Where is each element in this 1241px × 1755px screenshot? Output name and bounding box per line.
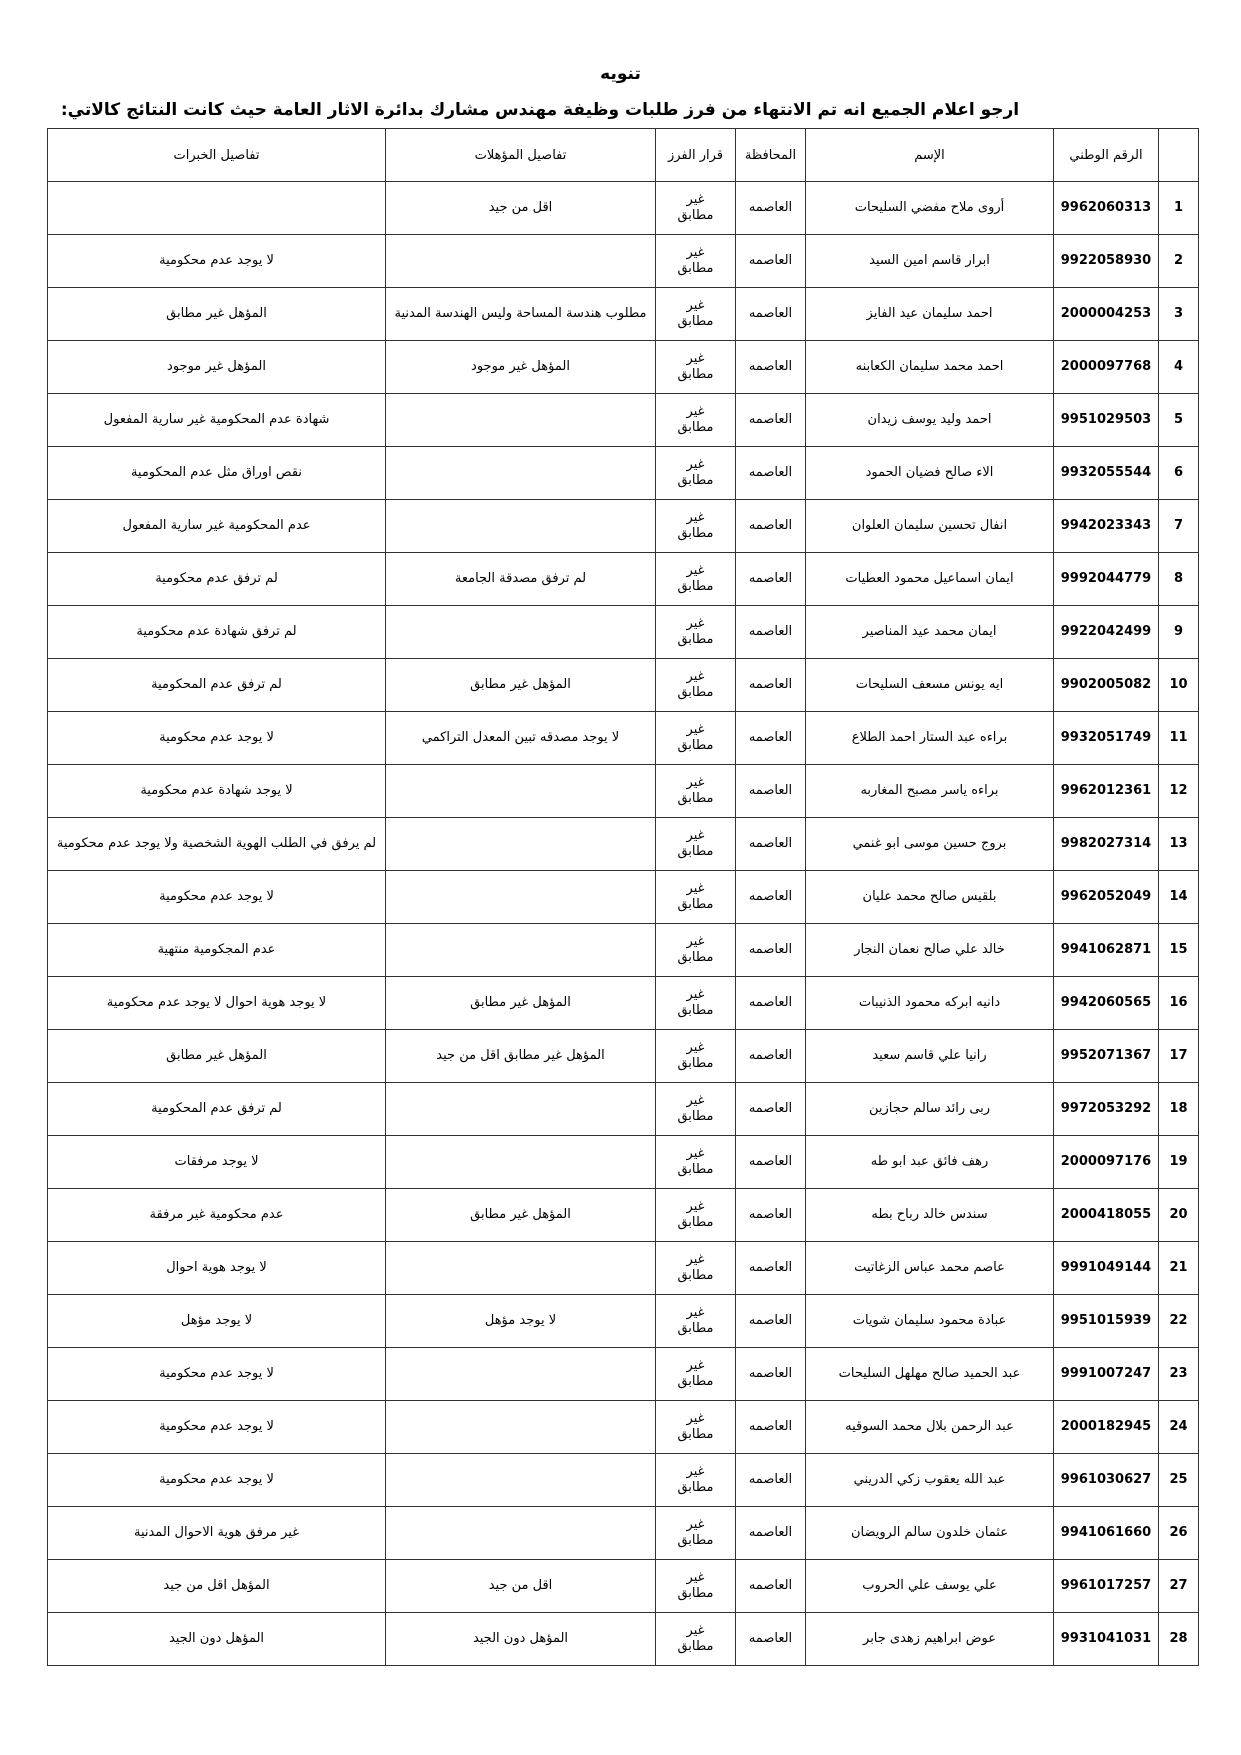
decision-cell [656, 553, 736, 606]
table-row [48, 1348, 1199, 1401]
name-cell: عبد الله يعقوب زكي الدريني [806, 1454, 1054, 1507]
decision-text: غير مطابق [677, 1570, 714, 1601]
decision-cell [656, 1348, 736, 1401]
qualifications-cell: لا يوجد مصدقه تبين المعدل التراكمي [386, 712, 656, 765]
table-row [48, 500, 1199, 553]
experience-cell: لم ترفق شهادة عدم محكومية [48, 606, 386, 659]
row-index: 26 [1159, 1507, 1199, 1560]
national-id-cell: 9961030627 [1054, 1454, 1159, 1507]
row-index: 21 [1159, 1242, 1199, 1295]
row-index: 25 [1159, 1454, 1199, 1507]
table-row [48, 553, 1199, 606]
table-row [48, 341, 1199, 394]
name-cell: عوض ابراهيم زهدى جابر [806, 1613, 1054, 1666]
name-cell: رهف فائق عبد ابو طه [806, 1136, 1054, 1189]
decision-text: غير مطابق [677, 1199, 714, 1230]
decision-cell [656, 182, 736, 235]
row-index: 9 [1159, 606, 1199, 659]
decision-cell [656, 1189, 736, 1242]
qualifications-cell [386, 235, 656, 288]
governorate-cell: العاصمه [736, 553, 806, 606]
decision-text: غير مطابق [677, 616, 714, 647]
qualifications-cell: لم ترفق مصدقة الجامعة [386, 553, 656, 606]
qualifications-cell: مطلوب هندسة المساحة وليس الهندسة المدنية [386, 288, 656, 341]
table-body [48, 182, 1199, 1666]
table-row [48, 394, 1199, 447]
decision-cell [656, 288, 736, 341]
decision-text: غير مطابق [677, 1464, 714, 1495]
decision-text: غير مطابق [677, 1623, 714, 1654]
row-index: 5 [1159, 394, 1199, 447]
header-qualifications: تفاصيل المؤهلات [386, 129, 656, 182]
decision-text: غير مطابق [677, 245, 714, 276]
page-title: تنويه [600, 64, 641, 84]
header-name: الإسم [806, 129, 1054, 182]
governorate-cell: العاصمه [736, 871, 806, 924]
decision-cell [656, 712, 736, 765]
qualifications-cell [386, 1348, 656, 1401]
table-row [48, 182, 1199, 235]
name-cell: دانيه ابركه محمود الذنيبات [806, 977, 1054, 1030]
national-id-cell: 9902005082 [1054, 659, 1159, 712]
row-index: 16 [1159, 977, 1199, 1030]
governorate-cell: العاصمه [736, 1613, 806, 1666]
table-row [48, 659, 1199, 712]
name-cell: عاصم محمد عباس الزغاتيت [806, 1242, 1054, 1295]
national-id-cell: 9951029503 [1054, 394, 1159, 447]
table-row [48, 1136, 1199, 1189]
decision-cell [656, 341, 736, 394]
governorate-cell: العاصمه [736, 1189, 806, 1242]
qualifications-cell: المؤهل دون الجيد [386, 1613, 656, 1666]
header-experience: تفاصيل الخبرات [48, 129, 386, 182]
governorate-cell: العاصمه [736, 1295, 806, 1348]
experience-cell: لا يوجد عدم محكومية [48, 712, 386, 765]
national-id-cell: 2000004253 [1054, 288, 1159, 341]
decision-cell [656, 1295, 736, 1348]
row-index: 15 [1159, 924, 1199, 977]
table-row [48, 977, 1199, 1030]
decision-cell [656, 1401, 736, 1454]
qualifications-cell [386, 1083, 656, 1136]
national-id-cell: 9932055544 [1054, 447, 1159, 500]
governorate-cell: العاصمه [736, 1030, 806, 1083]
row-index: 24 [1159, 1401, 1199, 1454]
results-table [47, 128, 1199, 1666]
name-cell: سندس خالد رباح بطه [806, 1189, 1054, 1242]
decision-cell [656, 1560, 736, 1613]
row-index: 27 [1159, 1560, 1199, 1613]
qualifications-cell: المؤهل غير مطابق [386, 1189, 656, 1242]
name-cell: براءه ياسر مصبح المغاربه [806, 765, 1054, 818]
row-index: 1 [1159, 182, 1199, 235]
qualifications-cell: المؤهل غير مطابق [386, 659, 656, 712]
national-id-cell: 2000418055 [1054, 1189, 1159, 1242]
decision-cell [656, 1242, 736, 1295]
national-id-cell: 9942060565 [1054, 977, 1159, 1030]
national-id-cell: 2000097768 [1054, 341, 1159, 394]
table-row [48, 235, 1199, 288]
name-cell: براءه عبد الستار احمد الطلاع [806, 712, 1054, 765]
experience-cell: غير مرفق هوية الاحوال المدنية [48, 1507, 386, 1560]
governorate-cell: العاصمه [736, 1401, 806, 1454]
table-header-row [48, 129, 1199, 182]
governorate-cell: العاصمه [736, 288, 806, 341]
national-id-cell: 9941061660 [1054, 1507, 1159, 1560]
table-row [48, 1507, 1199, 1560]
national-id-cell: 9962012361 [1054, 765, 1159, 818]
governorate-cell: العاصمه [736, 818, 806, 871]
qualifications-cell: المؤهل غير مطابق اقل من جيد [386, 1030, 656, 1083]
experience-cell: لا يوجد عدم محكومية [48, 235, 386, 288]
experience-cell: لا يوجد شهادة عدم محكومية [48, 765, 386, 818]
decision-text: غير مطابق [677, 669, 714, 700]
table-row [48, 712, 1199, 765]
national-id-cell: 9961017257 [1054, 1560, 1159, 1613]
name-cell: انفال تحسين سليمان العلوان [806, 500, 1054, 553]
national-id-cell: 9932051749 [1054, 712, 1159, 765]
decision-cell [656, 765, 736, 818]
table-row [48, 288, 1199, 341]
name-cell: احمد سليمان عيد الفايز [806, 288, 1054, 341]
decision-text: غير مطابق [677, 987, 714, 1018]
experience-cell: لم يرفق في الطلب الهوية الشخصية ولا يوجد عدم محكومية [48, 818, 386, 871]
name-cell: عبادة محمود سليمان شويات [806, 1295, 1054, 1348]
governorate-cell: العاصمه [736, 1083, 806, 1136]
qualifications-cell: اقل من جيد [386, 1560, 656, 1613]
experience-cell: لا يوجد هوية احوال لا يوجد عدم محكومية [48, 977, 386, 1030]
governorate-cell: العاصمه [736, 1507, 806, 1560]
qualifications-cell [386, 1507, 656, 1560]
row-index: 23 [1159, 1348, 1199, 1401]
table-row [48, 1242, 1199, 1295]
qualifications-cell [386, 447, 656, 500]
governorate-cell: العاصمه [736, 447, 806, 500]
row-index: 19 [1159, 1136, 1199, 1189]
experience-cell: لا يوجد مؤهل [48, 1295, 386, 1348]
row-index: 20 [1159, 1189, 1199, 1242]
row-index: 8 [1159, 553, 1199, 606]
header-governorate: المحافظة [736, 129, 806, 182]
decision-text: غير مطابق [677, 457, 714, 488]
governorate-cell: العاصمه [736, 1560, 806, 1613]
experience-cell: المؤهل دون الجيد [48, 1613, 386, 1666]
header-national-id: الرقم الوطني [1054, 129, 1159, 182]
national-id-cell: 9962060313 [1054, 182, 1159, 235]
row-index: 22 [1159, 1295, 1199, 1348]
national-id-cell: 9952071367 [1054, 1030, 1159, 1083]
qualifications-cell [386, 765, 656, 818]
national-id-cell: 9941062871 [1054, 924, 1159, 977]
table-row [48, 924, 1199, 977]
experience-cell: لا يوجد عدم محكومية [48, 1401, 386, 1454]
decision-text: غير مطابق [677, 1040, 714, 1071]
governorate-cell: العاصمه [736, 977, 806, 1030]
name-cell: ايه يونس مسعف السليحات [806, 659, 1054, 712]
row-index: 13 [1159, 818, 1199, 871]
table-row [48, 1189, 1199, 1242]
name-cell: أروى ملاح مفضي السليحات [806, 182, 1054, 235]
name-cell: ايمان محمد عيد المناصير [806, 606, 1054, 659]
governorate-cell: العاصمه [736, 924, 806, 977]
qualifications-cell [386, 1242, 656, 1295]
table-row [48, 606, 1199, 659]
experience-cell: لا يوجد عدم محكومية [48, 1348, 386, 1401]
table-row [48, 1454, 1199, 1507]
governorate-cell: العاصمه [736, 712, 806, 765]
governorate-cell: العاصمه [736, 1348, 806, 1401]
qualifications-cell [386, 1454, 656, 1507]
experience-cell: عدم المجكومية منتهية [48, 924, 386, 977]
decision-cell [656, 1136, 736, 1189]
experience-cell: المؤهل غير مطابق [48, 288, 386, 341]
table-row [48, 1401, 1199, 1454]
decision-cell [656, 818, 736, 871]
row-index: 7 [1159, 500, 1199, 553]
national-id-cell: 9991049144 [1054, 1242, 1159, 1295]
national-id-cell: 9982027314 [1054, 818, 1159, 871]
decision-text: غير مطابق [677, 1358, 714, 1389]
decision-text: غير مطابق [677, 1252, 714, 1283]
qualifications-cell [386, 394, 656, 447]
governorate-cell: العاصمه [736, 500, 806, 553]
row-index: 28 [1159, 1613, 1199, 1666]
decision-cell [656, 606, 736, 659]
decision-text: غير مطابق [677, 298, 714, 329]
row-index: 2 [1159, 235, 1199, 288]
table-row [48, 1030, 1199, 1083]
decision-cell [656, 659, 736, 712]
decision-cell [656, 871, 736, 924]
experience-cell [48, 182, 386, 235]
qualifications-cell [386, 1401, 656, 1454]
qualifications-cell: اقل من جيد [386, 182, 656, 235]
name-cell: خالد علي صالح نعمان النجار [806, 924, 1054, 977]
row-index: 11 [1159, 712, 1199, 765]
name-cell: رانيا علي قاسم سعيد [806, 1030, 1054, 1083]
qualifications-cell: المؤهل غير مطابق [386, 977, 656, 1030]
experience-cell: لا يوجد مرفقات [48, 1136, 386, 1189]
experience-cell: لم ترفق عدم محكومية [48, 553, 386, 606]
decision-text: غير مطابق [677, 1517, 714, 1548]
national-id-cell: 9972053292 [1054, 1083, 1159, 1136]
governorate-cell: العاصمه [736, 182, 806, 235]
experience-cell: المؤهل غير موجود [48, 341, 386, 394]
decision-text: غير مطابق [677, 1093, 714, 1124]
qualifications-cell [386, 500, 656, 553]
experience-cell: لا يوجد هوية احوال [48, 1242, 386, 1295]
row-index: 6 [1159, 447, 1199, 500]
national-id-cell: 9951015939 [1054, 1295, 1159, 1348]
name-cell: عبد الرحمن بلال محمد السوقيه [806, 1401, 1054, 1454]
national-id-cell: 9922042499 [1054, 606, 1159, 659]
qualifications-cell [386, 871, 656, 924]
name-cell: ايمان اسماعيل محمود العطيات [806, 553, 1054, 606]
qualifications-cell [386, 606, 656, 659]
decision-cell [656, 235, 736, 288]
national-id-cell: 2000097176 [1054, 1136, 1159, 1189]
row-index: 4 [1159, 341, 1199, 394]
qualifications-cell: لا يوجد مؤهل [386, 1295, 656, 1348]
national-id-cell: 9931041031 [1054, 1613, 1159, 1666]
name-cell: عثمان خلدون سالم الرويضان [806, 1507, 1054, 1560]
decision-cell [656, 447, 736, 500]
qualifications-cell [386, 1136, 656, 1189]
table-row [48, 1083, 1199, 1136]
decision-cell [656, 1030, 736, 1083]
experience-cell: لا يوجد عدم محكومية [48, 871, 386, 924]
national-id-cell: 9942023343 [1054, 500, 1159, 553]
experience-cell: المؤهل غير مطابق [48, 1030, 386, 1083]
table-row [48, 1613, 1199, 1666]
governorate-cell: العاصمه [736, 606, 806, 659]
name-cell: احمد محمد سليمان الكعابنه [806, 341, 1054, 394]
decision-cell [656, 977, 736, 1030]
experience-cell: لا يوجد عدم محكومية [48, 1454, 386, 1507]
header-decision: قرار الفرز [656, 129, 736, 182]
experience-cell: لم ترفق عدم المحكومية [48, 659, 386, 712]
name-cell: الاء صالح فضيان الحمود [806, 447, 1054, 500]
governorate-cell: العاصمه [736, 1136, 806, 1189]
decision-text: غير مطابق [677, 1411, 714, 1442]
table-row [48, 818, 1199, 871]
governorate-cell: العاصمه [736, 659, 806, 712]
row-index: 12 [1159, 765, 1199, 818]
decision-cell [656, 1507, 736, 1560]
decision-text: غير مطابق [677, 934, 714, 965]
national-id-cell: 9991007247 [1054, 1348, 1159, 1401]
row-index: 14 [1159, 871, 1199, 924]
row-index: 18 [1159, 1083, 1199, 1136]
national-id-cell: 9922058930 [1054, 235, 1159, 288]
governorate-cell: العاصمه [736, 394, 806, 447]
table-row [48, 765, 1199, 818]
header-index [1159, 129, 1199, 182]
table-row [48, 1295, 1199, 1348]
decision-text: غير مطابق [677, 563, 714, 594]
governorate-cell: العاصمه [736, 1454, 806, 1507]
decision-cell [656, 394, 736, 447]
decision-cell [656, 1083, 736, 1136]
page-subtitle: ارجو اعلام الجميع انه تم الانتهاء من فرز طلبات وظيفة مهندس مشارك بدائرة الاثار العامة حيث كانت النتائج كالاتي: [60, 100, 1020, 120]
governorate-cell: العاصمه [736, 1242, 806, 1295]
national-id-cell: 9962052049 [1054, 871, 1159, 924]
name-cell: بروج حسين موسى ابو غنمي [806, 818, 1054, 871]
name-cell: ربى رائد سالم حجازين [806, 1083, 1054, 1136]
decision-text: غير مطابق [677, 192, 714, 223]
table-row [48, 447, 1199, 500]
experience-cell: لم ترفق عدم المحكومية [48, 1083, 386, 1136]
decision-cell [656, 1613, 736, 1666]
national-id-cell: 2000182945 [1054, 1401, 1159, 1454]
governorate-cell: العاصمه [736, 765, 806, 818]
row-index: 10 [1159, 659, 1199, 712]
name-cell: علي يوسف علي الحروب [806, 1560, 1054, 1613]
governorate-cell: العاصمه [736, 235, 806, 288]
decision-text: غير مطابق [677, 351, 714, 382]
qualifications-cell: المؤهل غير موجود [386, 341, 656, 394]
decision-cell [656, 924, 736, 977]
table-row [48, 871, 1199, 924]
experience-cell: شهادة عدم المحكومية غير سارية المفعول [48, 394, 386, 447]
decision-text: غير مطابق [677, 775, 714, 806]
row-index: 3 [1159, 288, 1199, 341]
decision-text: غير مطابق [677, 404, 714, 435]
name-cell: ابرار قاسم امين السيد [806, 235, 1054, 288]
national-id-cell: 9992044779 [1054, 553, 1159, 606]
decision-cell [656, 500, 736, 553]
decision-text: غير مطابق [677, 722, 714, 753]
decision-text: غير مطابق [677, 1146, 714, 1177]
experience-cell: المؤهل اقل من جيد [48, 1560, 386, 1613]
name-cell: بلقيس صالح محمد عليان [806, 871, 1054, 924]
row-index: 17 [1159, 1030, 1199, 1083]
decision-cell [656, 1454, 736, 1507]
name-cell: احمد وليد يوسف زيدان [806, 394, 1054, 447]
qualifications-cell [386, 924, 656, 977]
experience-cell: عدم المحكومية غير سارية المفعول [48, 500, 386, 553]
table-row [48, 1560, 1199, 1613]
experience-cell: عدم محكومية غير مرفقة [48, 1189, 386, 1242]
qualifications-cell [386, 818, 656, 871]
experience-cell: نقص اوراق مثل عدم المحكومية [48, 447, 386, 500]
decision-text: غير مطابق [677, 828, 714, 859]
decision-text: غير مطابق [677, 510, 714, 541]
governorate-cell: العاصمه [736, 341, 806, 394]
name-cell: عبد الحميد صالح مهلهل السليحات [806, 1348, 1054, 1401]
decision-text: غير مطابق [677, 1305, 714, 1336]
decision-text: غير مطابق [677, 881, 714, 912]
